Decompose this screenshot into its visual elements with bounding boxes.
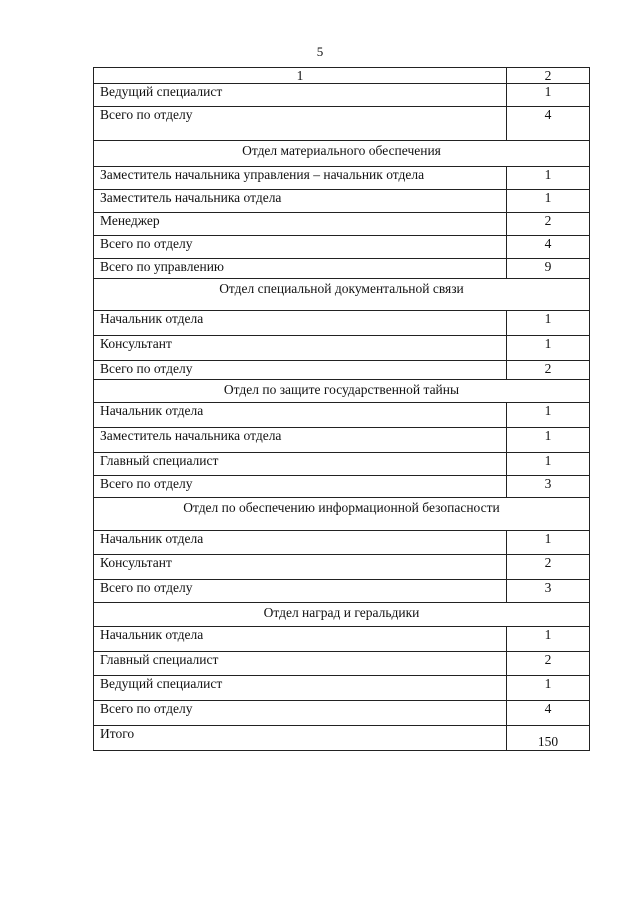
table-row [94,167,590,190]
position-count: 150 [507,726,590,751]
position-count: 1 [507,428,590,453]
position-count: 1 [507,531,590,555]
position-count: 1 [507,84,590,107]
position-name: Всего по отделу [94,580,507,603]
section-header-row [94,380,590,403]
table-row [94,259,590,279]
position-count: 1 [507,676,590,701]
position-name: Заместитель начальника отдела [94,190,507,213]
table-row [94,403,590,428]
position-name: Главный специалист [94,453,507,476]
header-col1: 1 [94,68,507,84]
position-name: Менеджер [94,213,507,236]
section-header-row [94,279,590,311]
position-name: Всего по отделу [94,701,507,726]
table-row [94,652,590,676]
table-row [94,311,590,336]
position-name: Начальник отдела [94,311,507,336]
table-row [94,428,590,453]
position-name: Ведущий специалист [94,676,507,701]
position-count: 9 [507,259,590,279]
position-name: Итого [94,726,507,751]
section-title: Отдел наград и геральдики [94,603,590,627]
section-title: Отдел по обеспечению информационной безопасности [94,498,590,531]
position-name: Заместитель начальника управления – начальник отдела [94,167,507,190]
table-row [94,627,590,652]
section-header-row [94,498,590,531]
table-row [94,236,590,259]
table-row [94,190,590,213]
section-title: Отдел материального обеспечения [94,141,590,167]
table-row [94,555,590,580]
table-row [94,213,590,236]
page-number: 5 [316,44,324,59]
position-count: 2 [507,555,590,580]
position-count: 2 [507,652,590,676]
position-name: Начальник отдела [94,627,507,652]
section-title: Отдел специальной документальной связи [94,279,590,311]
position-count: 1 [507,167,590,190]
table-row [94,580,590,603]
position-count: 4 [507,107,590,141]
table-row [94,84,590,107]
position-name: Всего по отделу [94,107,507,141]
position-name: Консультант [94,336,507,361]
table-header-row [94,68,590,84]
position-name: Начальник отдела [94,531,507,555]
table-row [94,336,590,361]
header-col2: 2 [507,68,590,84]
table-row [94,453,590,476]
section-header-row [94,141,590,167]
table-row [94,107,590,141]
table-row [94,676,590,701]
position-name: Всего по отделу [94,476,507,498]
position-name: Главный специалист [94,652,507,676]
staffing-table-body [94,68,590,751]
position-count: 4 [507,701,590,726]
table-row [94,361,590,380]
table-row [94,531,590,555]
grand-total-row [94,726,590,751]
position-count: 2 [507,361,590,380]
position-name: Всего по управлению [94,259,507,279]
position-count: 4 [507,236,590,259]
position-count: 1 [507,627,590,652]
position-name: Всего по отделу [94,236,507,259]
position-count: 1 [507,190,590,213]
position-count: 1 [507,336,590,361]
position-name: Всего по отделу [94,361,507,380]
section-header-row [94,603,590,627]
position-count: 3 [507,580,590,603]
position-name: Заместитель начальника отдела [94,428,507,453]
position-count: 1 [507,453,590,476]
position-name: Ведущий специалист [94,84,507,107]
position-name: Консультант [94,555,507,580]
position-name: Начальник отдела [94,403,507,428]
position-count: 1 [507,403,590,428]
table-row [94,701,590,726]
staffing-table [93,67,590,751]
position-count: 2 [507,213,590,236]
position-count: 3 [507,476,590,498]
section-title: Отдел по защите государственной тайны [94,380,590,403]
position-count: 1 [507,311,590,336]
table-row [94,476,590,498]
